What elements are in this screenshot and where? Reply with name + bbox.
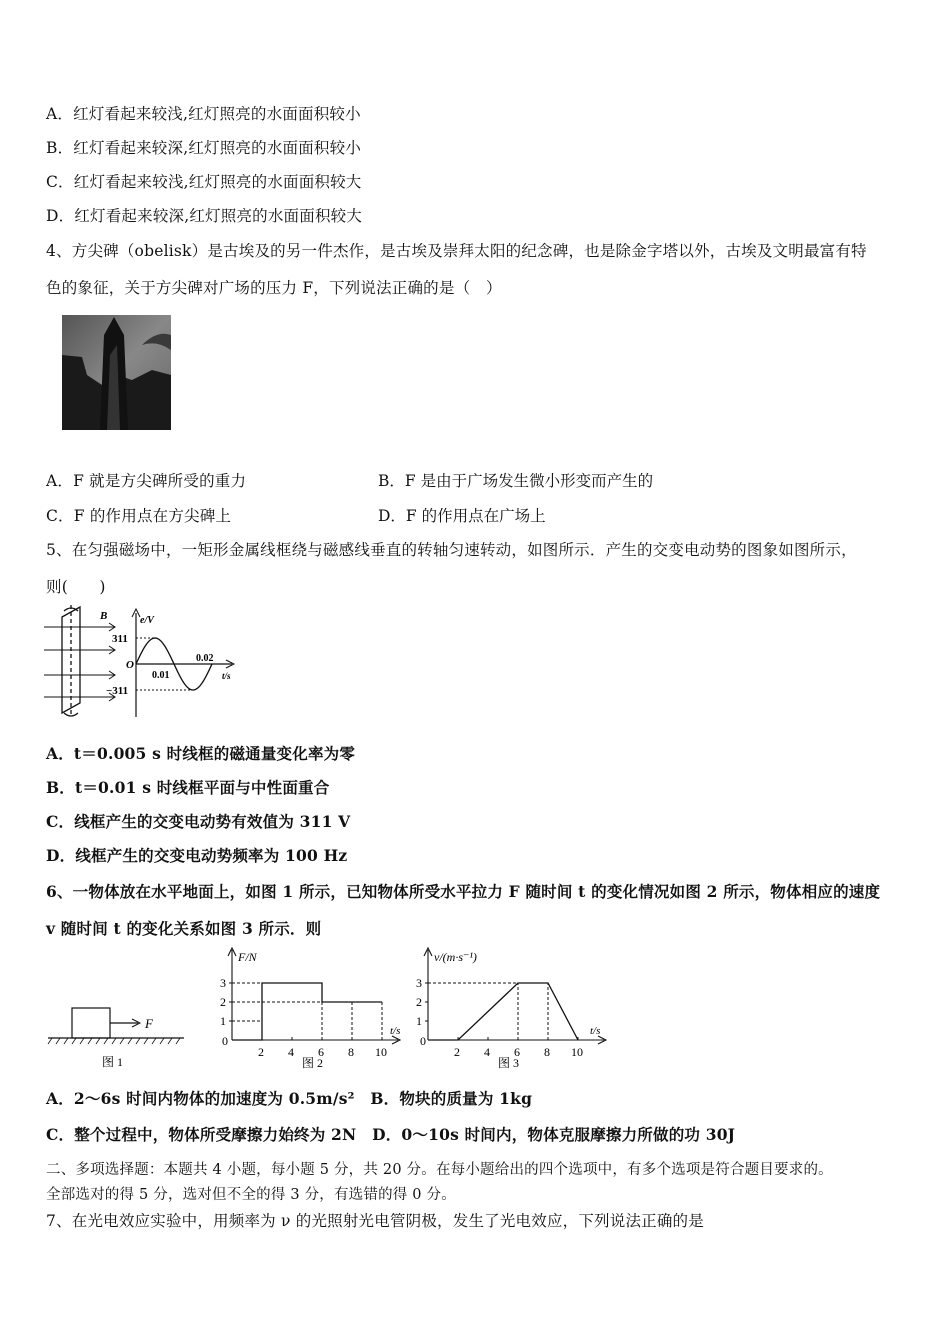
- q6-figure3: [418, 944, 618, 1074]
- emf-tick1: 0.01: [152, 670, 170, 681]
- fig3-ytick-label: 3: [416, 976, 422, 990]
- fig2-xtick-label: 2: [258, 1045, 264, 1059]
- emf-ymax: 311: [112, 633, 128, 645]
- emf-ymin: −311: [106, 685, 129, 697]
- fig3-caption: 图 3: [498, 1056, 520, 1070]
- field-label-b: B: [100, 610, 108, 622]
- section2-line2: 全部选对的得 5 分，选对但不全的得 3 分，有选错的得 0 分。: [46, 1187, 456, 1203]
- section2-line1: 二、多项选择题：本题共 4 小题，每小题 5 分，共 20 分。在每小题给出的四个选项中，有多个选项是符合题目要求的。: [46, 1162, 833, 1178]
- fig3-xtick-label: 8: [544, 1045, 550, 1059]
- q4-stem-line2: 色的象征，关于方尖碑对广场的压力 F，下列说法正确的是（ ）: [46, 279, 502, 297]
- fig2-ytick-label: 3: [220, 976, 226, 990]
- q3-option-b: B．红灯看起来较深,红灯照亮的水面面积较小: [46, 139, 362, 157]
- q3-option-a: A．红灯看起来较浅,红灯照亮的水面面积较小: [46, 105, 361, 123]
- q4-option-b: B．F 是由于广场发生微小形变而产生的: [378, 472, 654, 490]
- coil-frame: [62, 605, 80, 717]
- fig2-xtick-label: 4: [288, 1045, 294, 1059]
- fig3-ylabel: v/(m·s⁻¹): [434, 950, 477, 964]
- fig3-xtick-label: 2: [454, 1045, 460, 1059]
- fig3-velocity-line: [428, 983, 578, 1040]
- q5-figure: [40, 605, 245, 720]
- fig3-origin: 0: [420, 1034, 426, 1048]
- block: [72, 1008, 110, 1038]
- emf-ylabel: e/V: [140, 615, 154, 626]
- emf-xlabel: t/s: [222, 671, 231, 681]
- fig3-ytick-label: 2: [416, 995, 422, 1009]
- q3-option-c: C．红灯看起来较浅,红灯照亮的水面面积较大: [46, 173, 362, 191]
- q6-figure2: [212, 944, 412, 1074]
- fig2-xtick-label: 10: [375, 1045, 387, 1059]
- q4-option-c: C．F 的作用点在方尖碑上: [46, 507, 232, 525]
- fig2-ytick-label: 1: [220, 1014, 226, 1028]
- force-label: F: [145, 1016, 153, 1031]
- q6-options-cd: C．整个过程中，物体所受摩擦力始终为 2N D．0～10s 时间内，物体克服摩擦力所做的功 30J: [46, 1125, 736, 1144]
- q5-option-a: A．t＝0.005 s 时线框的磁通量变化率为零: [46, 744, 356, 763]
- fig2-xlabel: t/s: [390, 1025, 401, 1037]
- fig3-xlabel: t/s: [590, 1025, 601, 1037]
- fig2-force-line: [232, 983, 382, 1040]
- q5-option-c: C．线框产生的交变电动势有效值为 311 V: [46, 812, 351, 831]
- fig3-xtick-label: 6: [514, 1045, 520, 1059]
- fig2-origin: 0: [222, 1034, 228, 1048]
- q5-stem-line2: 则( ): [46, 578, 106, 596]
- q5-option-b: B．t＝0.01 s 时线框平面与中性面重合: [46, 778, 330, 797]
- fig3-xtick-label: 10: [571, 1045, 583, 1059]
- fig2-xtick-label: 6: [318, 1045, 324, 1059]
- q4-stem-line1: 4、方尖碑（obelisk）是古埃及的另一件杰作，是古埃及崇拜太阳的纪念碑，也是除金字塔以外，古埃及文明最富有特: [46, 242, 867, 260]
- fig2-ytick-label: 2: [220, 995, 226, 1009]
- q4-option-a: A．F 就是方尖碑所受的重力: [46, 472, 247, 490]
- emf-origin: O: [126, 659, 134, 671]
- fig2-ylabel: F/N: [238, 950, 257, 964]
- q5-stem-line1: 5、在匀强磁场中，一矩形金属线框绕与磁感线垂直的转轴匀速转动，如图所示．产生的交变电动势的图象如图所示，: [46, 541, 857, 559]
- q6-options-ab: A．2～6s 时间内物体的加速度为 0.5m/s² B．物块的质量为 1kg: [46, 1089, 533, 1108]
- q7-stem: 7、在光电效应实验中，用频率为 ν 的光照射光电管阴极，发生了光电效应，下列说法正确的是: [46, 1212, 704, 1230]
- q6-stem-line2: v 随时间 t 的变化关系如图 3 所示．则: [46, 919, 322, 938]
- q5-option-d: D．线框产生的交变电动势频率为 100 Hz: [46, 846, 348, 865]
- fig2-xtick-label: 8: [348, 1045, 354, 1059]
- q4-option-d: D．F 的作用点在广场上: [378, 507, 546, 525]
- q6-stem-line1: 6、一物体放在水平地面上，如图 1 所示，已知物体所受水平拉力 F 随时间 t 的变化情况如图 2 所示，物体相应的速度: [46, 882, 881, 901]
- q3-option-d: D．红灯看起来较深,红灯照亮的水面面积较大: [46, 207, 363, 225]
- fig3-ytick-label: 1: [416, 1014, 422, 1028]
- emf-tick2: 0.02: [196, 653, 214, 664]
- q6-figure1: [44, 1000, 189, 1075]
- fig2-caption: 图 2: [302, 1056, 324, 1070]
- emf-chart: [106, 609, 234, 717]
- obelisk-photo: [62, 315, 171, 430]
- fig1-caption: 图 1: [102, 1055, 124, 1069]
- fig3-xtick-label: 4: [484, 1045, 490, 1059]
